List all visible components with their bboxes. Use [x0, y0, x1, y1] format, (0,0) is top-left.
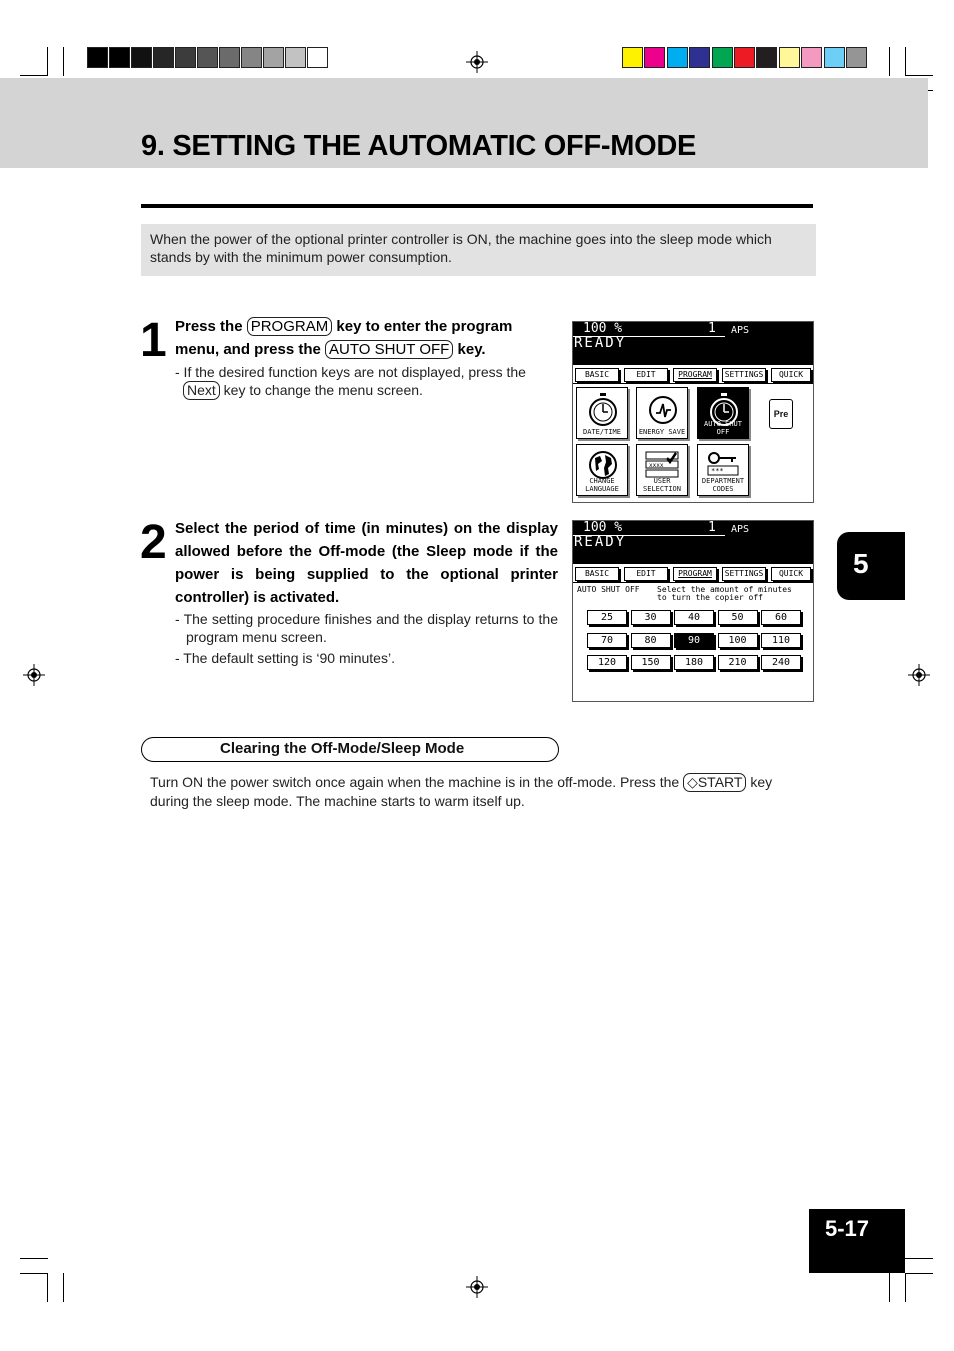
date-time-button[interactable]: [576, 387, 628, 439]
zoom-readout: 100 %: [583, 520, 623, 535]
zoom-readout: 100 %: [583, 321, 623, 336]
minutes-option-90[interactable]: 90: [674, 633, 714, 648]
minutes-option-50[interactable]: 50: [718, 610, 758, 625]
auto-shut-off-label: AUTO SHUT OFF: [704, 420, 742, 436]
title-rule: [141, 204, 813, 208]
start-diamond-icon: ◇: [687, 774, 698, 790]
minutes-option-70[interactable]: 70: [587, 633, 627, 648]
department-codes-label: DEPARTMENT CODES: [701, 477, 745, 493]
tab-quick[interactable]: QUICK: [771, 567, 811, 581]
lcd-status-area: [573, 521, 813, 564]
step-2-instruction: Select the period of time (in minutes) on the display allowed before the Off-mode (the Sleep mode if the power is being supplied to the optional printer controller) is activated.: [175, 520, 558, 606]
step-1-number: 1: [140, 314, 167, 367]
step-2-note-1: [175, 610, 558, 646]
step-2-number: 2: [140, 516, 167, 569]
gray-swatch: [109, 47, 130, 68]
color-swatch: [756, 47, 777, 68]
gray-swatch: [307, 47, 328, 68]
step-1-note-text: key to change the menu screen.: [219, 382, 423, 398]
color-swatch: [644, 47, 665, 68]
tab-basic[interactable]: BASIC: [575, 368, 619, 382]
energy-save-button[interactable]: [636, 387, 688, 439]
tab-settings[interactable]: SETTINGS: [722, 368, 766, 382]
step-1-note: [175, 363, 560, 400]
minutes-option-120[interactable]: 120: [587, 655, 627, 670]
minutes-option-80[interactable]: 80: [631, 633, 671, 648]
department-codes-button[interactable]: [697, 444, 749, 496]
clearing-text-part: Turn ON the power switch once again when the machine is in the off-mode. Press the: [150, 774, 684, 790]
registration-mark-icon: [466, 1276, 488, 1298]
lcd-program-menu: [572, 321, 814, 503]
step-1-instruction: [175, 315, 560, 361]
color-swatch: [667, 47, 688, 68]
lcd-tab-row: [573, 366, 813, 384]
step-2-note-1-text: - The setting procedure finishes and the display returns to the program menu screen.: [175, 611, 558, 645]
crop-mark: [905, 75, 933, 76]
color-swatch: [622, 47, 643, 68]
step-1-text: menu, and press the: [175, 341, 326, 358]
color-swatch: [801, 47, 822, 68]
crop-mark: [889, 1273, 890, 1302]
gray-swatch: [175, 47, 196, 68]
minutes-option-40[interactable]: 40: [674, 610, 714, 625]
copies-readout: 1: [708, 321, 716, 336]
crop-mark: [905, 1273, 906, 1302]
tab-settings[interactable]: SETTINGS: [722, 567, 766, 581]
minutes-option-210[interactable]: 210: [718, 655, 758, 670]
page-title: 9. SETTING THE AUTOMATIC OFF-MODE: [141, 130, 697, 162]
crop-mark: [63, 1273, 64, 1302]
gray-swatch: [241, 47, 262, 68]
aps-indicator: APS: [731, 524, 750, 535]
lcd-auto-shut-off-screen: [572, 520, 814, 702]
chapter-tab: 5: [837, 532, 905, 600]
lcd-status-area: [573, 322, 813, 365]
minutes-option-30[interactable]: 30: [631, 610, 671, 625]
minutes-option-60[interactable]: 60: [761, 610, 801, 625]
tab-basic[interactable]: BASIC: [575, 567, 619, 581]
step-1-text: key to enter the program: [332, 318, 513, 335]
auto-shut-off-key: AUTO SHUT OFF: [325, 340, 453, 359]
key-icon: [706, 450, 740, 478]
ready-status: READY: [574, 335, 627, 351]
lcd-tab-row: [573, 565, 813, 583]
step-1-note-text: - If the desired function keys are not displayed, press the: [175, 364, 526, 380]
step-1-text: key.: [453, 341, 486, 358]
crop-mark: [20, 1273, 48, 1274]
stopwatch-icon: [587, 393, 619, 427]
crop-mark: [905, 1273, 933, 1274]
color-swatch: [712, 47, 733, 68]
minutes-option-180[interactable]: 180: [674, 655, 714, 670]
pre-label: Pre: [773, 409, 789, 419]
step-2-note-2: [175, 649, 558, 667]
color-swatch: [734, 47, 755, 68]
clearing-text-part: key during the sleep mode. The machine starts to warm itself up.: [150, 774, 773, 809]
energy-save-icon: [647, 393, 679, 427]
user-selection-icon: [645, 450, 679, 478]
globe-icon: [587, 450, 619, 480]
color-swatch: [689, 47, 710, 68]
crop-mark: [905, 1258, 933, 1259]
auto-shut-off-button[interactable]: [697, 387, 749, 439]
gray-swatch: [131, 47, 152, 68]
intro-box: [141, 224, 816, 276]
step-1-text: Press the: [175, 318, 247, 335]
tab-quick[interactable]: QUICK: [771, 368, 811, 382]
user-selection-button[interactable]: [636, 444, 688, 496]
svg-text:xxxx: xxxx: [649, 462, 664, 469]
registration-mark-icon: [466, 51, 488, 73]
registration-mark-icon: [23, 664, 45, 686]
change-language-label: CHANGE LANGUAGE: [585, 477, 619, 493]
minutes-option-150[interactable]: 150: [631, 655, 671, 670]
gray-swatch: [197, 47, 218, 68]
crop-mark: [47, 47, 48, 76]
program-key: PROGRAM: [247, 317, 333, 336]
copies-readout: 1: [708, 520, 716, 535]
tab-edit[interactable]: EDIT: [624, 368, 668, 382]
minutes-option-110[interactable]: 110: [761, 633, 801, 648]
color-swatch: [779, 47, 800, 68]
change-language-button[interactable]: [576, 444, 628, 496]
gray-swatch: [285, 47, 306, 68]
tab-program[interactable]: PROGRAM: [673, 567, 717, 581]
minutes-option-25[interactable]: 25: [587, 610, 627, 625]
start-key-label: START: [697, 774, 743, 790]
aps-indicator: APS: [731, 325, 750, 336]
clearing-text: [150, 773, 810, 810]
gray-swatch: [219, 47, 240, 68]
gray-swatch: [263, 47, 284, 68]
color-swatch: [824, 47, 845, 68]
gray-swatch: [153, 47, 174, 68]
minutes-option-100[interactable]: 100: [718, 633, 758, 648]
pre-card-icon: [769, 399, 793, 429]
step-2-note-2-text: - The default setting is ‘90 minutes’.: [175, 650, 395, 666]
gray-swatch: [87, 47, 108, 68]
select-minutes-message: Select the amount of minutes to turn the copier off: [657, 585, 792, 602]
tab-edit[interactable]: EDIT: [624, 567, 668, 581]
page-number: 5-17: [809, 1209, 905, 1273]
date-time-label: DATE/TIME: [583, 428, 621, 436]
registration-mark-icon: [908, 664, 930, 686]
svg-text:***_: ***_: [711, 467, 728, 475]
intro-text: When the power of the optional printer controller is ON, the machine goes into the sleep mode which stands by with the minimum power consumption.: [150, 231, 772, 265]
energy-save-label: ENERGY SAVE: [638, 428, 686, 436]
crop-mark: [20, 1258, 48, 1259]
ready-status: READY: [574, 534, 627, 550]
clearing-heading: Clearing the Off-Mode/Sleep Mode: [141, 737, 559, 762]
crop-mark: [63, 47, 64, 76]
next-key: Next: [183, 381, 220, 400]
crop-mark: [47, 1273, 48, 1302]
tab-program[interactable]: PROGRAM: [673, 368, 717, 382]
crop-mark: [905, 47, 906, 76]
start-key: [683, 773, 746, 792]
user-selection-label: USER SELECTION: [643, 477, 681, 493]
crop-mark: [889, 47, 890, 76]
crop-mark: [20, 75, 48, 76]
auto-shut-off-heading: AUTO SHUT OFF: [577, 585, 640, 594]
minutes-option-240[interactable]: 240: [761, 655, 801, 670]
color-swatch: [846, 47, 867, 68]
